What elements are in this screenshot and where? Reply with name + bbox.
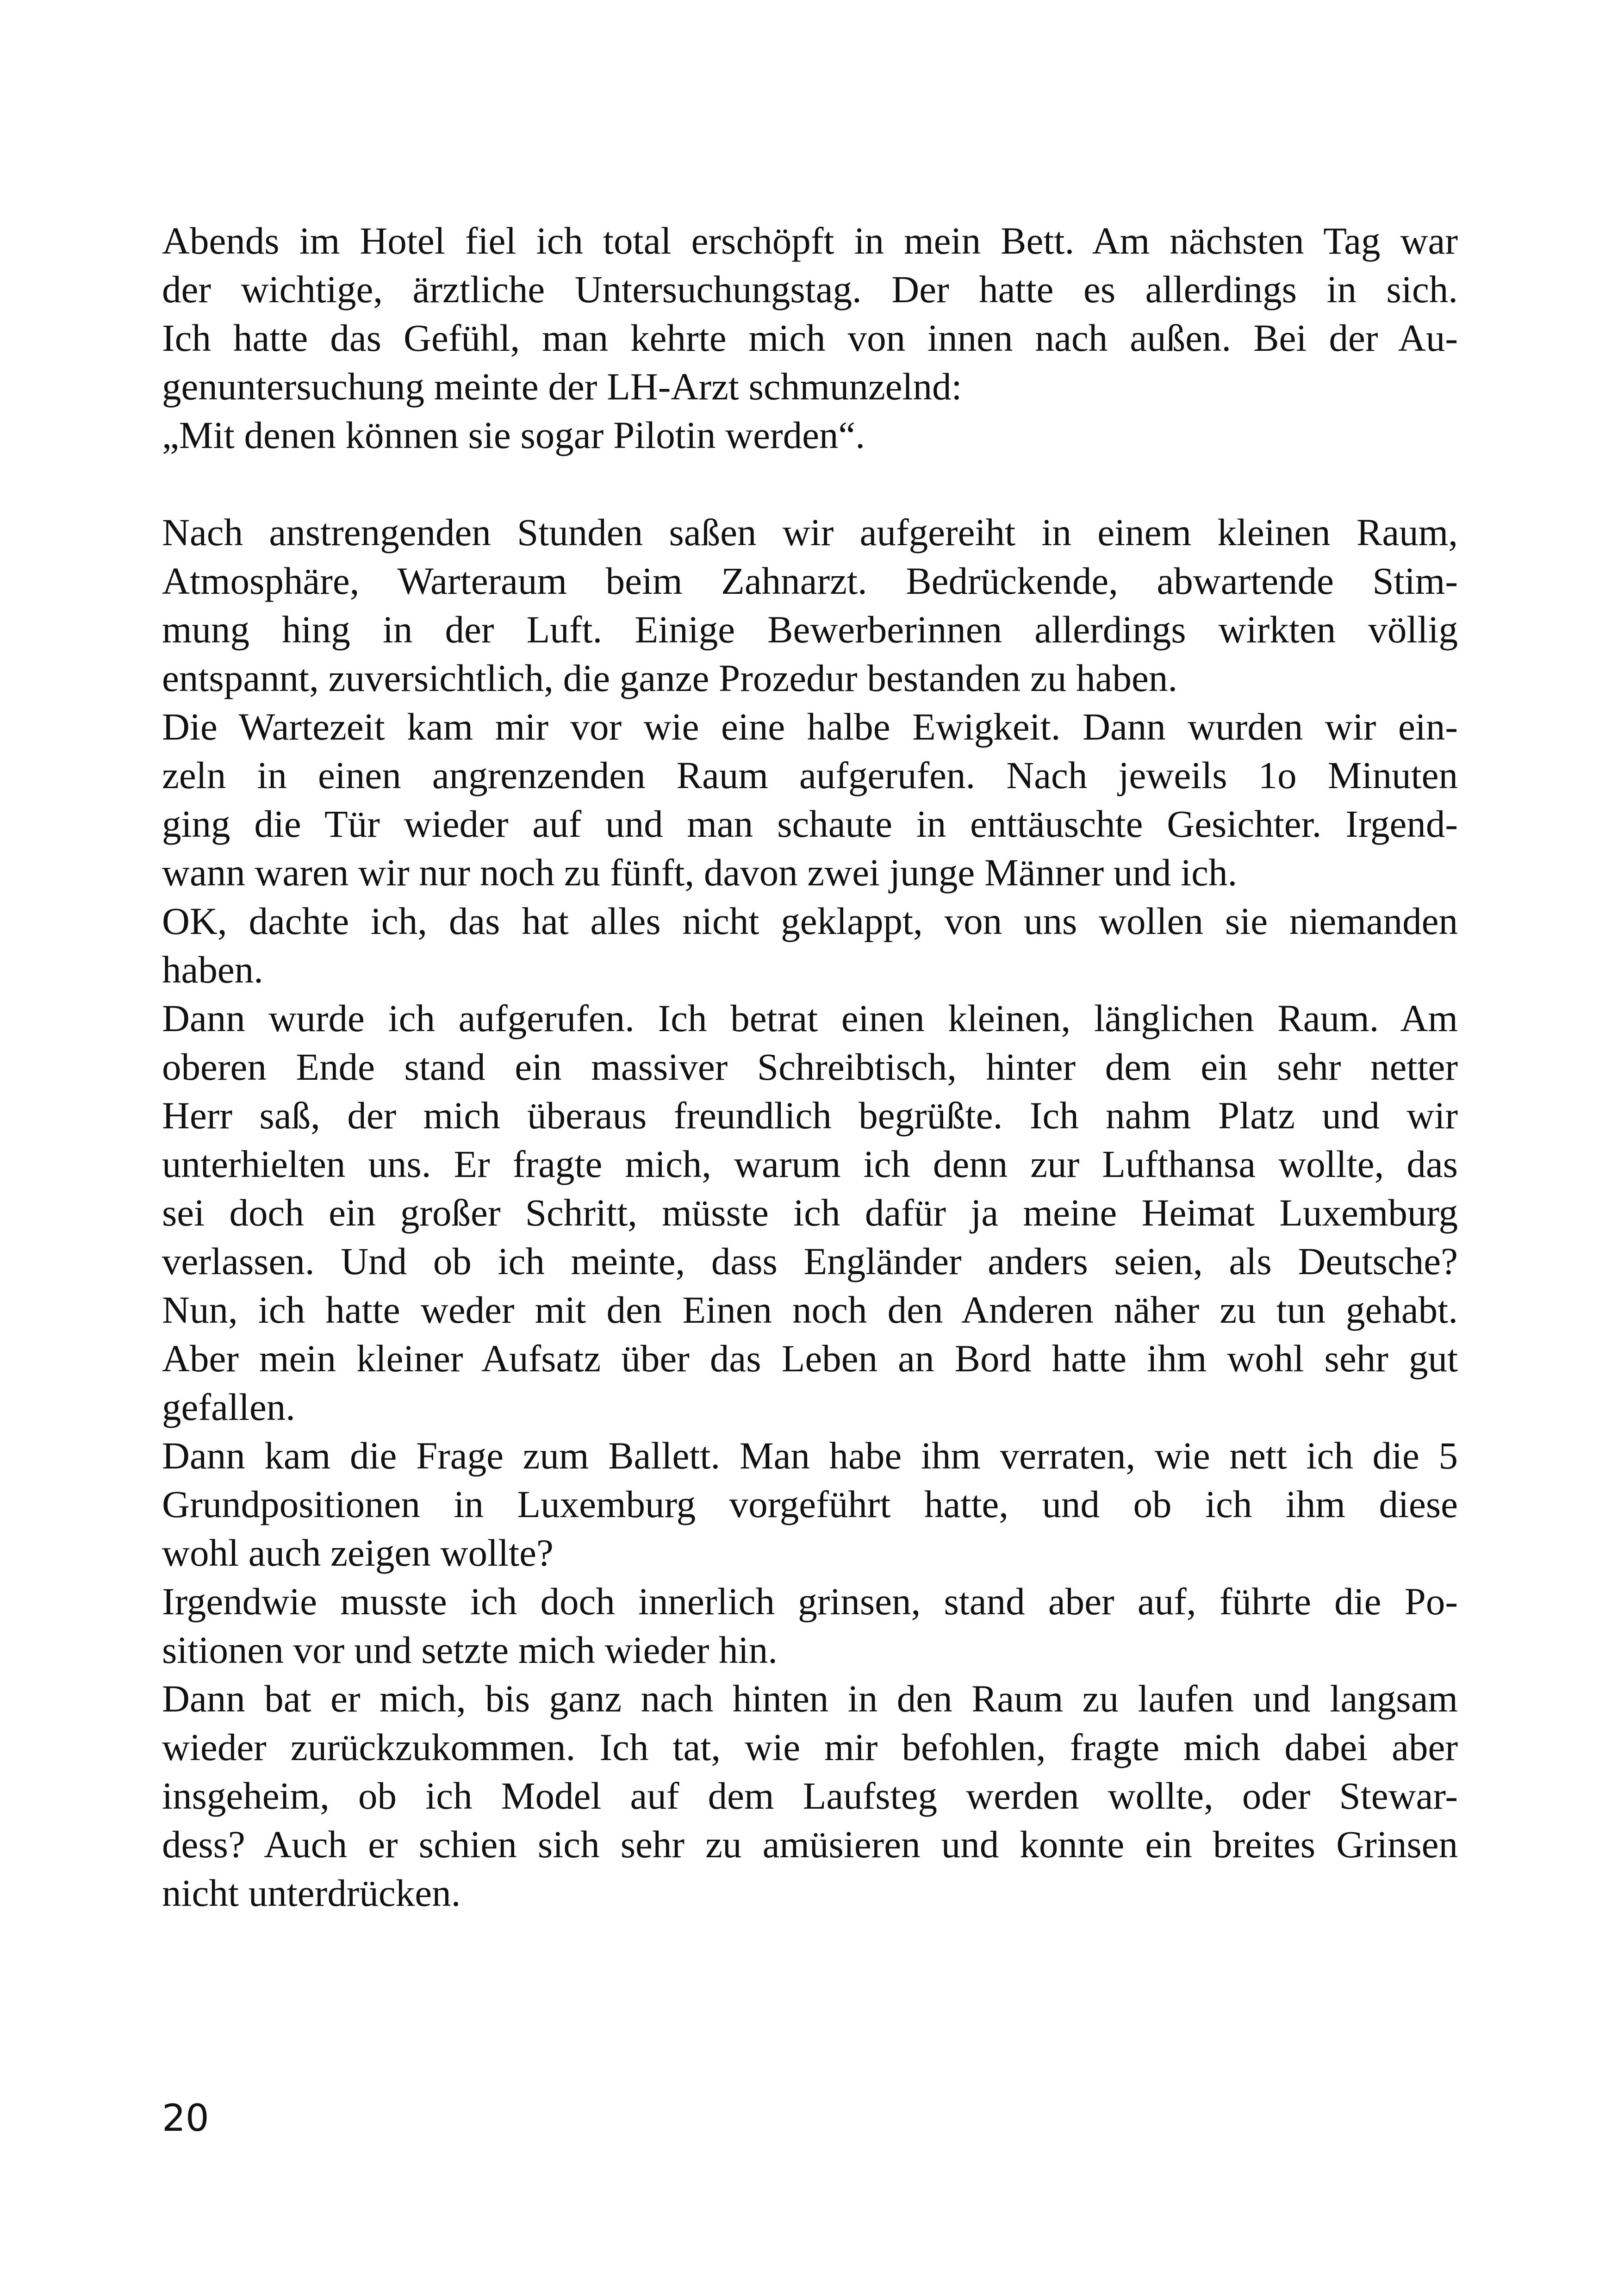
text-line: „Mit denen können sie sogar Pilotin werden“.: [162, 414, 865, 456]
text-line: Grundpositionen in Luxemburg vorgeführt hatte, und ob ich ihm diese: [162, 1483, 1458, 1525]
text-line: sei doch ein großer Schritt, müsste ich dafür ja meine Heimat Luxemburg: [162, 1191, 1458, 1234]
text-line: Dann wurde ich aufgerufen. Ich betrat einen kleinen, länglichen Raum. Am: [162, 997, 1458, 1039]
text-line: Ich hatte das Gefühl, man kehrte mich von innen nach außen. Bei der Au-: [162, 317, 1458, 359]
text-line: insgeheim, ob ich Model auf dem Laufsteg werden wollte, oder Stewar-: [162, 1774, 1458, 1817]
paragraph: [162, 994, 1458, 1431]
paragraph-group: [162, 217, 1458, 460]
paragraph: [162, 897, 1458, 994]
text-line: Die Wartezeit kam mir vor wie eine halbe Ewigkeit. Dann wurden wir ein-: [162, 705, 1458, 748]
text-line: Nun, ich hatte weder mit den Einen noch den Anderen näher zu tun gehabt.: [162, 1288, 1458, 1331]
text-line: sitionen vor und setzte mich wieder hin.: [162, 1629, 778, 1671]
text-line: gefallen.: [162, 1386, 296, 1428]
body-text: [162, 217, 1458, 1917]
text-line: Irgendwie musste ich doch innerlich grinsen, stand aber auf, führte die Po-: [162, 1580, 1458, 1623]
text-line: wieder zurückzukommen. Ich tat, wie mir befohlen, fragte mich dabei aber: [162, 1726, 1458, 1768]
text-line: dess? Auch er schien sich sehr zu amüsieren und konnte ein breites Grinsen: [162, 1823, 1458, 1866]
paragraph: [162, 1577, 1458, 1674]
text-line: entspannt, zuversichtlich, die ganze Prozedur bestanden zu haben.: [162, 657, 1178, 699]
text-line: Herr saß, der mich überaus freundlich begrüßte. Ich nahm Platz und wir: [162, 1094, 1458, 1137]
text-line: Dann bat er mich, bis ganz nach hinten in den Raum zu laufen und langsam: [162, 1677, 1458, 1720]
text-line: wann waren wir nur noch zu fünft, davon zwei junge Männer und ich.: [162, 851, 1238, 894]
text-line: verlassen. Und ob ich meinte, dass Engländer anders seien, als Deutsche?: [162, 1240, 1458, 1282]
paragraph: [162, 411, 1458, 460]
text-line: Abends im Hotel fiel ich total erschöpft in mein Bett. Am nächsten Tag war: [162, 219, 1458, 262]
text-line: Aber mein kleiner Aufsatz über das Leben an Bord hatte ihm wohl sehr gut: [162, 1337, 1458, 1380]
paragraph: [162, 703, 1458, 897]
text-line: nicht unterdrücken.: [162, 1872, 461, 1914]
text-line: OK, dachte ich, das hat alles nicht geklappt, von uns wollen sie niemanden: [162, 900, 1458, 942]
paragraph: [162, 508, 1458, 703]
text-line: haben.: [162, 948, 263, 991]
text-line: zeln in einen angrenzenden Raum aufgerufen. Nach jeweils 1o Minuten: [162, 754, 1458, 796]
text-line: Atmosphäre, Warteraum beim Zahnarzt. Bedrückende, abwartende Stim-: [162, 560, 1458, 602]
text-line: oberen Ende stand ein massiver Schreibtisch, hinter dem ein sehr netter: [162, 1045, 1458, 1088]
text-line: unterhielten uns. Er fragte mich, warum ich denn zur Lufthansa wollte, das: [162, 1143, 1458, 1185]
page-number: 20: [162, 2097, 209, 2140]
text-line: wohl auch zeigen wollte?: [162, 1531, 554, 1574]
paragraph: [162, 217, 1458, 411]
text-line: mung hing in der Luft. Einige Bewerberinnen allerdings wirkten völlig: [162, 608, 1458, 651]
text-line: Nach anstrengenden Stunden saßen wir aufgereiht in einem kleinen Raum,: [162, 511, 1458, 554]
text-line: genuntersuchung meinte der LH-Arzt schmunzelnd:: [162, 365, 962, 408]
text-line: der wichtige, ärztliche Untersuchungstag. Der hatte es allerdings in sich.: [162, 268, 1458, 311]
paragraph: [162, 1674, 1458, 1917]
paragraph: [162, 1431, 1458, 1577]
text-line: ging die Tür wieder auf und man schaute in enttäuschte Gesichter. Irgend-: [162, 803, 1458, 845]
paragraph-group: [162, 508, 1458, 1917]
text-line: Dann kam die Frage zum Ballett. Man habe ihm verraten, wie nett ich die 5: [162, 1434, 1458, 1477]
